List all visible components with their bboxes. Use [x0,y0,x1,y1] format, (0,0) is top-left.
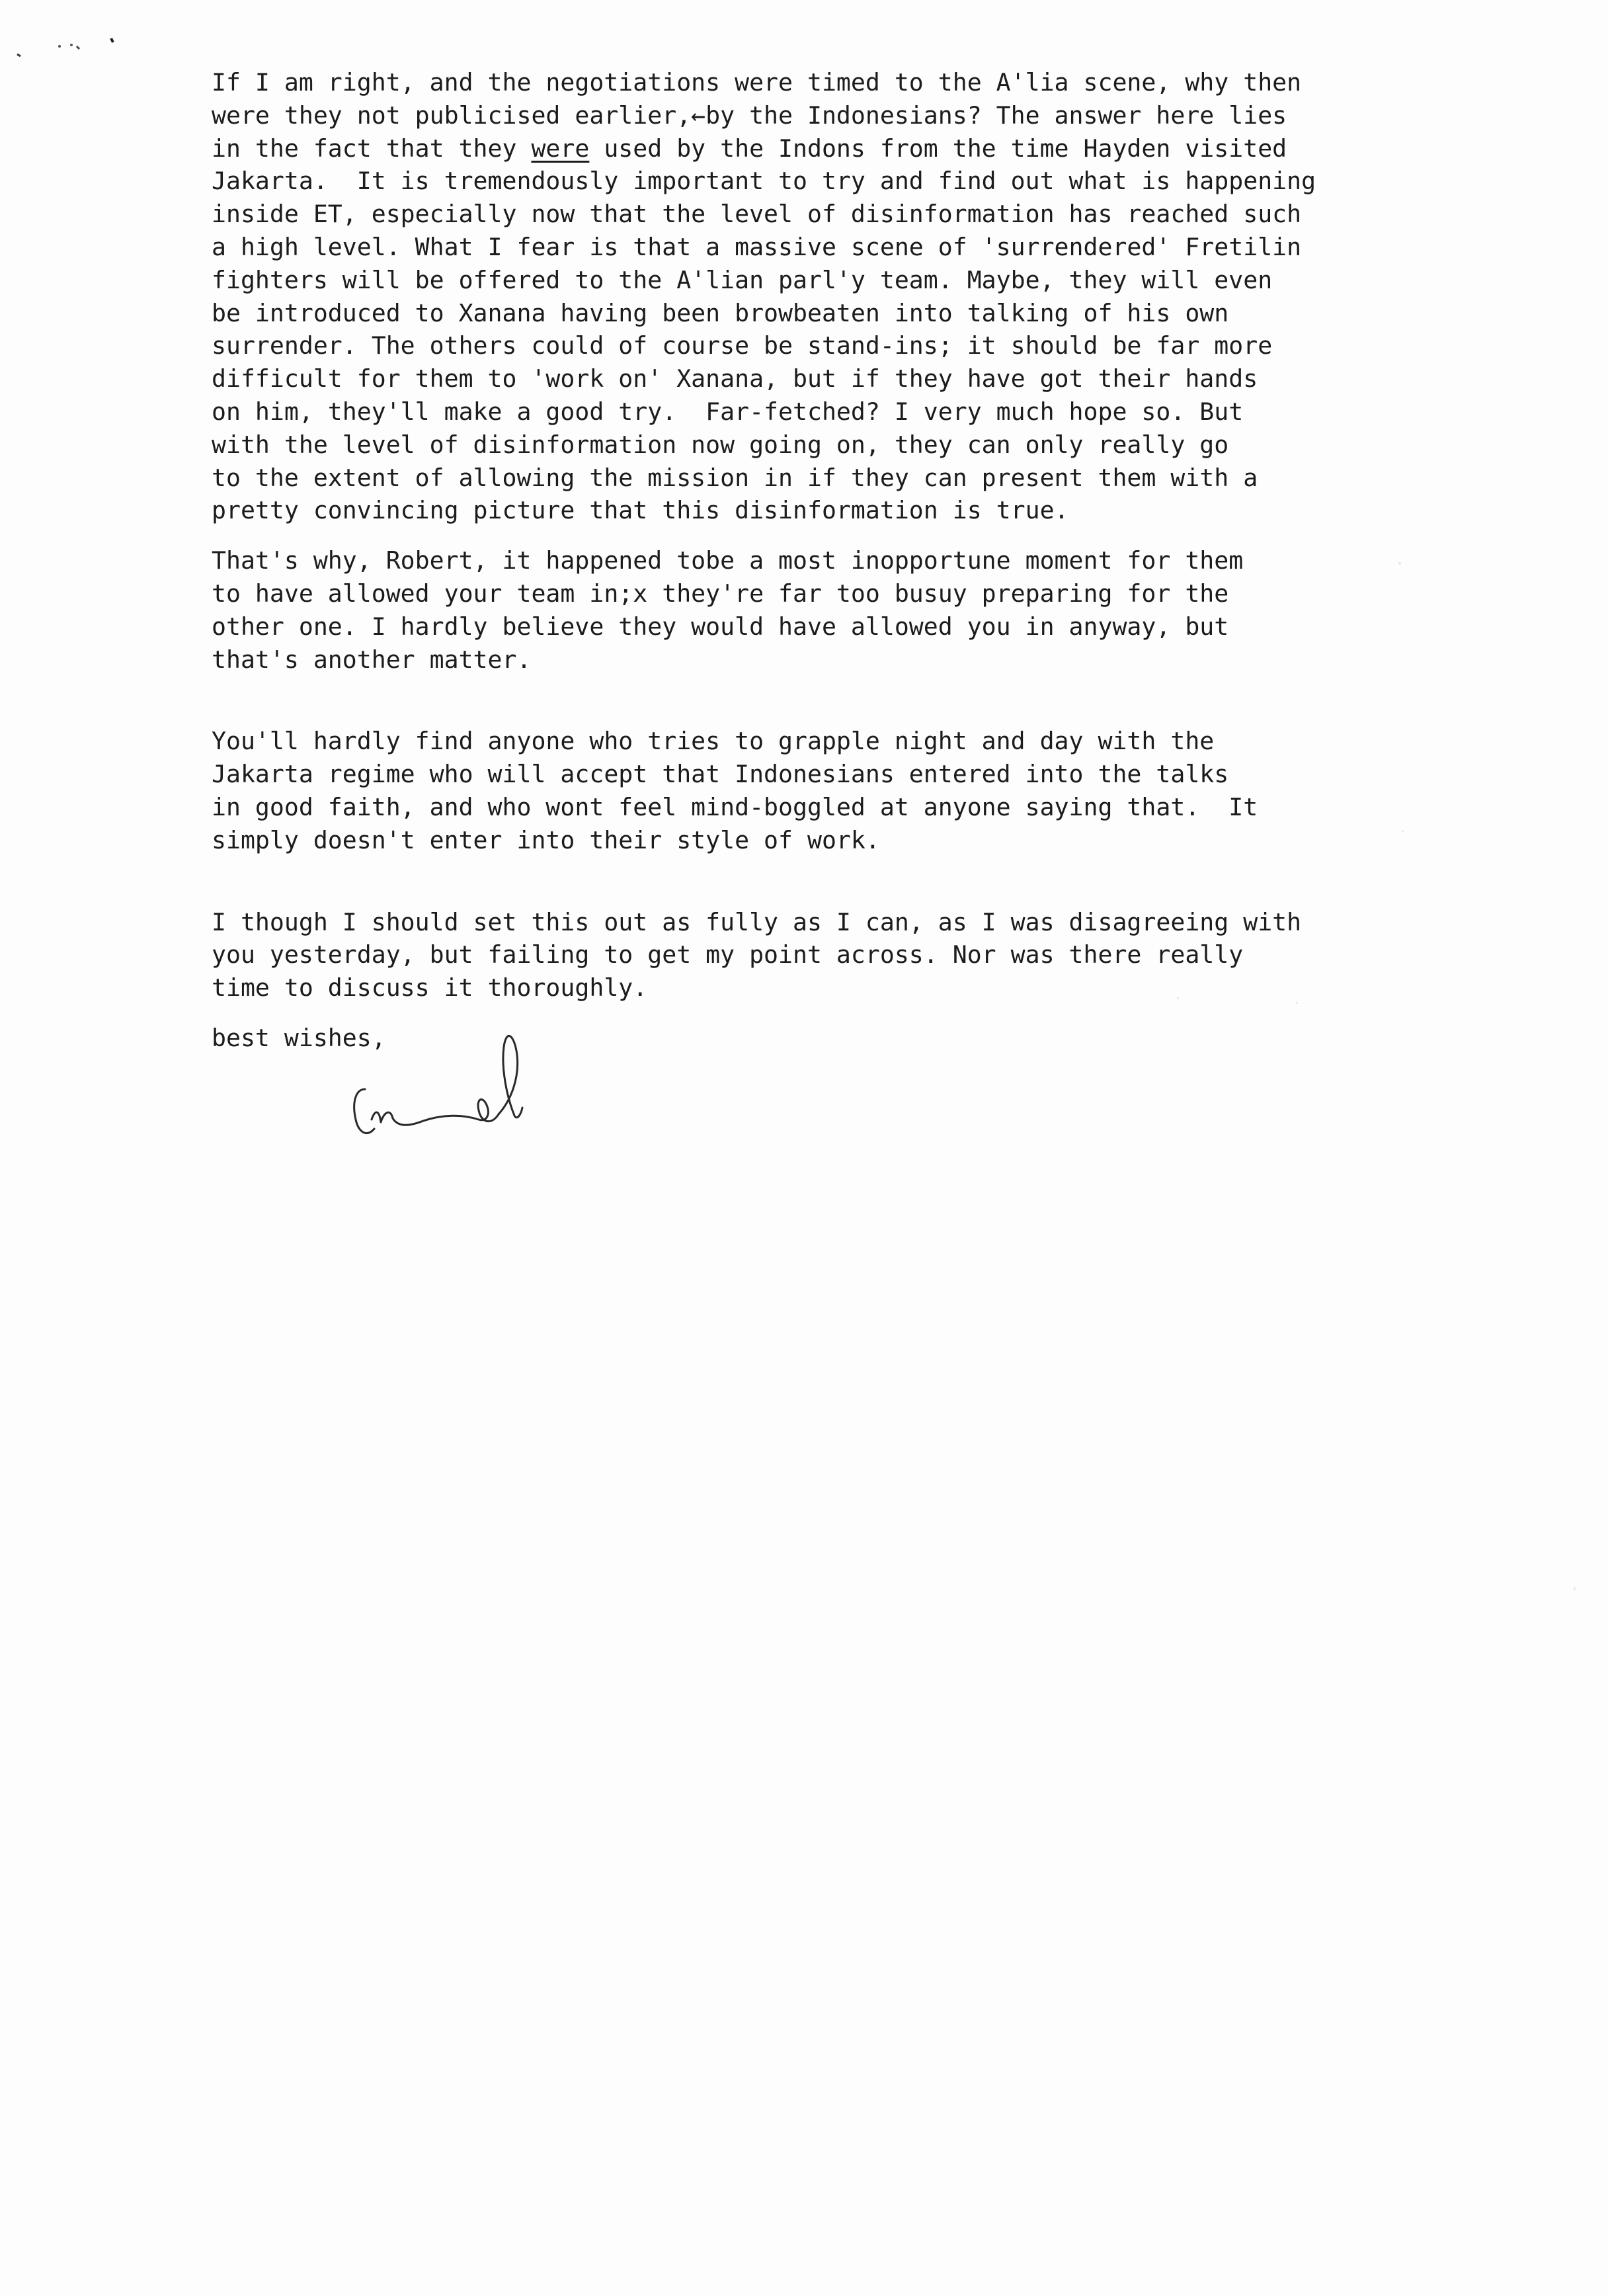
paragraph-1 [212,66,1468,527]
closing-line: best wishes, [212,1023,386,1052]
paper-speck [1402,830,1404,832]
letter-line-part: used by the Indons from the time Hayden visited [589,134,1287,163]
letter-line: on him, they'll make a good try. Far-fetched? I very much hope so. But [212,397,1244,426]
paragraph-spacer [212,676,1468,725]
letter-line: to have allowed your team in;x they're far too busuy preparing for the [212,579,1229,608]
paragraph-spacer [212,527,1468,544]
paragraph-4 [212,906,1468,1004]
letter-line: surrender. The others could of course be stand-ins; it should be far more [212,331,1273,360]
paper-speck [1398,562,1401,565]
letter-line: Jakarta regime who will accept that Indonesians entered into the talks [212,760,1229,789]
letter-line: that's another matter. [212,645,532,674]
paper-speck [1296,1002,1298,1004]
handwritten-signature [337,1015,549,1174]
letter-body [212,66,1468,1055]
letter-line: be introduced to Xanana having been browbeaten into talking of his own [212,298,1229,327]
letter-line: If I am right, and the negotiations were timed to the A'lia scene, why then [212,68,1302,97]
letter-line: you yesterday, but failing to get my point across. Nor was there really [212,940,1244,969]
letter-line-part: in the fact that they [212,134,532,163]
letter-line [212,132,1468,165]
letter-line: Jakarta. It is tremendously important to try and find out what is happening [212,167,1316,196]
letter-line: a high level. What I fear is that a massive scene of 'surrendered' Fretilin [212,232,1302,261]
corner-marks [8,26,127,66]
letter-line: were they not publicised earlier,←by the Indonesians? The answer here lies [212,101,1287,130]
letter-line: That's why, Robert, it happened tobe a most inopportune moment for them [212,546,1244,575]
letter-line: simply doesn't enter into their style of work. [212,825,880,854]
letter-line: difficult for them to 'work on' Xanana, but if they have got their hands [212,364,1258,393]
paragraph-2 [212,544,1468,676]
paragraph-3 [212,725,1468,856]
letter-line: pretty convincing picture that this disinformation is true. [212,496,1069,525]
letter-line: with the level of disinformation now going on, they can only really go [212,430,1229,459]
letter-line: I though I should set this out as fully as I can, as I was disagreeing with [212,907,1302,936]
letter-line: You'll hardly find anyone who tries to grapple night and day with the [212,727,1215,756]
letter-line: to the extent of allowing the mission in if they can present them with a [212,463,1258,492]
underlined-word: were [531,134,590,163]
letter-line: time to discuss it thoroughly. [212,973,648,1003]
letter-line: in good faith, and who wont feel mind-boggled at anyone saying that. It [212,792,1258,821]
letter-line: fighters will be offered to the A'lian parl'y team. Maybe, they will even [212,265,1273,294]
letter-line: inside ET, especially now that the level of disinformation has reached such [212,200,1302,229]
paper-speck [1177,997,1179,999]
letter-line: other one. I hardly believe they would have allowed you in anyway, but [212,612,1229,641]
paragraph-spacer [212,857,1468,906]
paper-speck [1574,1587,1576,1590]
